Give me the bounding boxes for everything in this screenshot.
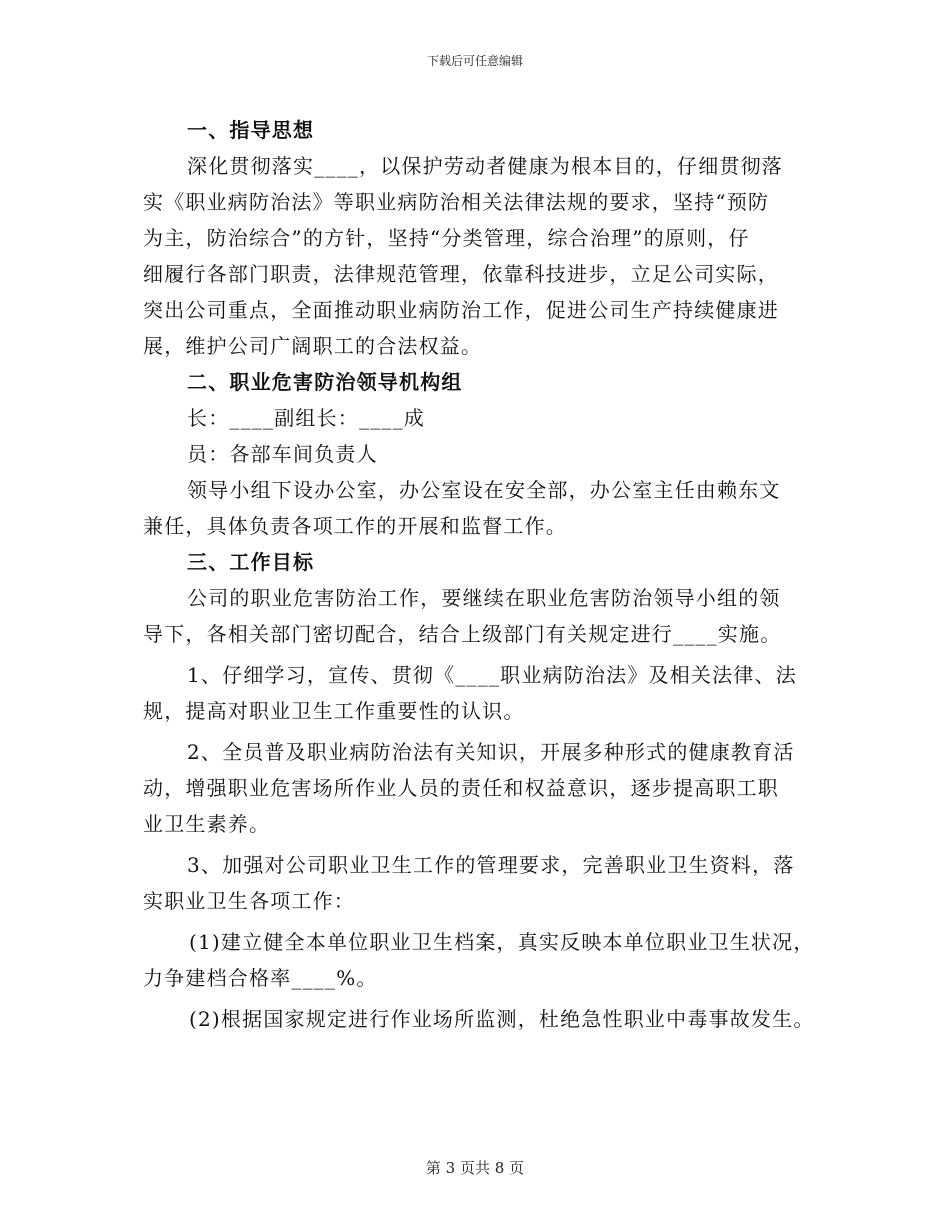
paragraph-line: 公司的职业危害防治工作，要继续在职业危害防治领导小组的领 (187, 586, 781, 610)
paragraph-line: 深化贯彻落实____，以保护劳动者健康为根本目的，仔细贯彻落 (187, 154, 783, 178)
paragraph-line: 2、全员普及职业病防治法有关知识，开展多种形式的健康教育活 (187, 740, 795, 764)
paragraph-line: 业卫生素养。 (143, 812, 271, 836)
paragraph-line: 展，维护公司广阔职工的合法权益。 (143, 334, 483, 358)
paragraph-line: 兼任，具体负责各项工作的开展和监督工作。 (143, 514, 567, 538)
section-heading: 二、职业危害防治领导机构组 (187, 370, 463, 394)
paragraph-line: 动，增强职业危害场所作业人员的责任和权益意识，逐步提高职工职 (143, 776, 779, 800)
paragraph-line: 实职业卫生各项工作： (143, 889, 355, 913)
paragraph-line: 规，提高对职业卫生工作重要性的认识。 (143, 699, 525, 723)
section-heading: 三、工作目标 (187, 550, 315, 574)
paragraph-line: 1、仔细学习，宣传、贯彻《____职业病防治法》及相关法律、法 (187, 663, 797, 687)
section-heading: 一、指导思想 (187, 118, 315, 142)
paragraph-line: 实《职业病防治法》等职业病防治相关法律法规的要求，坚持“预防 (143, 190, 770, 214)
paragraph-line: 突出公司重点，全面推动职业病防治工作，促进公司生产持续健康进 (143, 298, 779, 322)
paragraph-line: (1)建立健全本单位职业卫生档案，真实反映本单位职业卫生状况， (189, 930, 815, 954)
page-number: 第 3 页共 8 页 (425, 1159, 525, 1177)
paragraph-line: 为主，防治综合”的方针，坚持“分类管理，综合治理”的原则，仔 (143, 226, 750, 250)
paragraph-line: 3、加强对公司职业卫生工作的管理要求，完善职业卫生资料，落 (187, 853, 795, 877)
document-body (143, 112, 833, 1037)
paragraph-line: 领导小组下设办公室，办公室设在安全部，办公室主任由赖东文 (187, 478, 781, 502)
paragraph-line: (2)根据国家规定进行作业场所监测，杜绝急性职业中毒事故发生。 (189, 1007, 815, 1031)
paragraph-line: 长：____副组长：____成 (187, 406, 425, 430)
paragraph-line: 导下，各相关部门密切配合，结合上级部门有关规定进行____实施。 (143, 622, 782, 646)
page-header-note: 下载后可任意编辑 (426, 54, 523, 68)
paragraph-line: 细履行各部门职责，法律规范管理，依靠科技进步，立足公司实际， (143, 262, 779, 286)
paragraph-line: 力争建档合格率____%。 (143, 966, 378, 990)
paragraph-line: 员：各部车间负责人 (187, 442, 378, 466)
